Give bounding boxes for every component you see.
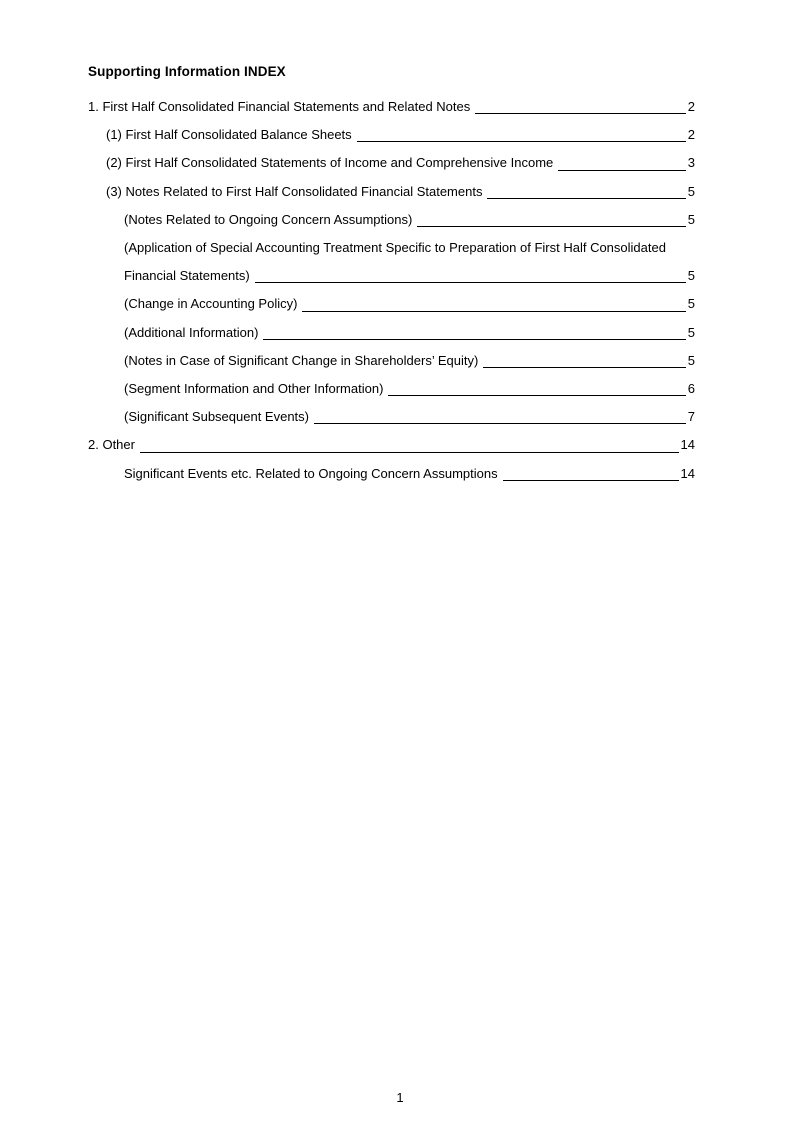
toc-leader-line — [357, 141, 686, 142]
toc-page-number: 2 — [687, 99, 695, 114]
toc-page-number: 5 — [687, 352, 695, 368]
toc-leader-line — [558, 170, 686, 171]
page-title: Supporting Information INDEX — [88, 64, 286, 79]
toc-page-number: 5 — [687, 211, 695, 227]
toc-leader-line — [503, 480, 679, 481]
toc-entry-label: (Significant Subsequent Events) — [124, 409, 309, 425]
toc-entry-label: Financial Statements) — [124, 268, 250, 284]
toc-page-number: 5 — [687, 324, 695, 340]
toc-entry-label: (Notes in Case of Significant Change in Shareholders’ Equity) — [124, 352, 479, 368]
toc-entry — [88, 93, 695, 121]
toc-entry-label: (Change in Accounting Policy) — [124, 296, 298, 312]
toc-page-number: 14 — [680, 437, 695, 453]
toc-leader-line — [483, 367, 685, 368]
toc-entry — [88, 149, 695, 177]
toc-entry-label: (3) Notes Related to First Half Consolidated Financial Statements — [106, 183, 483, 199]
toc-page-number: 7 — [687, 409, 695, 425]
toc-entry-label: (2) First Half Consolidated Statements of Income and Comprehensive Income — [106, 155, 554, 171]
toc-leader-line — [263, 339, 685, 340]
toc-entry — [88, 121, 695, 149]
toc-entry — [88, 347, 695, 375]
toc-leader-line — [302, 311, 685, 312]
table-of-contents — [88, 93, 695, 488]
toc-leader-line — [140, 452, 679, 453]
toc-entry — [88, 178, 695, 206]
toc-page-number: 2 — [687, 127, 695, 143]
footer-page-number: 1 — [396, 1090, 404, 1105]
toc-entry — [88, 460, 695, 488]
toc-entry — [88, 234, 695, 262]
toc-entry — [88, 319, 695, 347]
toc-entry — [88, 206, 695, 234]
toc-entry — [88, 403, 695, 431]
toc-entry — [88, 431, 695, 459]
toc-page-number: 5 — [687, 268, 695, 284]
toc-entry-label: (Additional Information) — [124, 324, 259, 340]
toc-leader-line — [487, 198, 685, 199]
toc-leader-line — [388, 395, 685, 396]
toc-leader-line — [475, 113, 686, 114]
toc-page-number: 6 — [687, 381, 695, 397]
toc-page-number: 5 — [687, 296, 695, 312]
toc-leader-line — [417, 226, 685, 227]
toc-entry-label: (Segment Information and Other Information) — [124, 381, 384, 397]
toc-entry-label: (Notes Related to Ongoing Concern Assumptions) — [124, 211, 413, 227]
toc-page-number: 14 — [680, 465, 695, 481]
toc-entry — [88, 290, 695, 318]
toc-leader-line — [314, 423, 686, 424]
toc-entry-label: 1. First Half Consolidated Financial Statements and Related Notes — [88, 99, 471, 114]
toc-entry-label: Significant Events etc. Related to Ongoing Concern Assumptions — [124, 465, 498, 481]
toc-entry-label: 2. Other — [88, 437, 135, 453]
toc-entry-label: (1) First Half Consolidated Balance Sheets — [106, 127, 352, 143]
toc-entry — [88, 262, 695, 290]
toc-page-number: 3 — [687, 155, 695, 171]
toc-entry-label: (Application of Special Accounting Treatment Specific to Preparation of First Half Consolidated — [124, 240, 666, 256]
toc-entry — [88, 375, 695, 403]
toc-page-number: 5 — [687, 183, 695, 199]
toc-leader-line — [255, 282, 686, 283]
